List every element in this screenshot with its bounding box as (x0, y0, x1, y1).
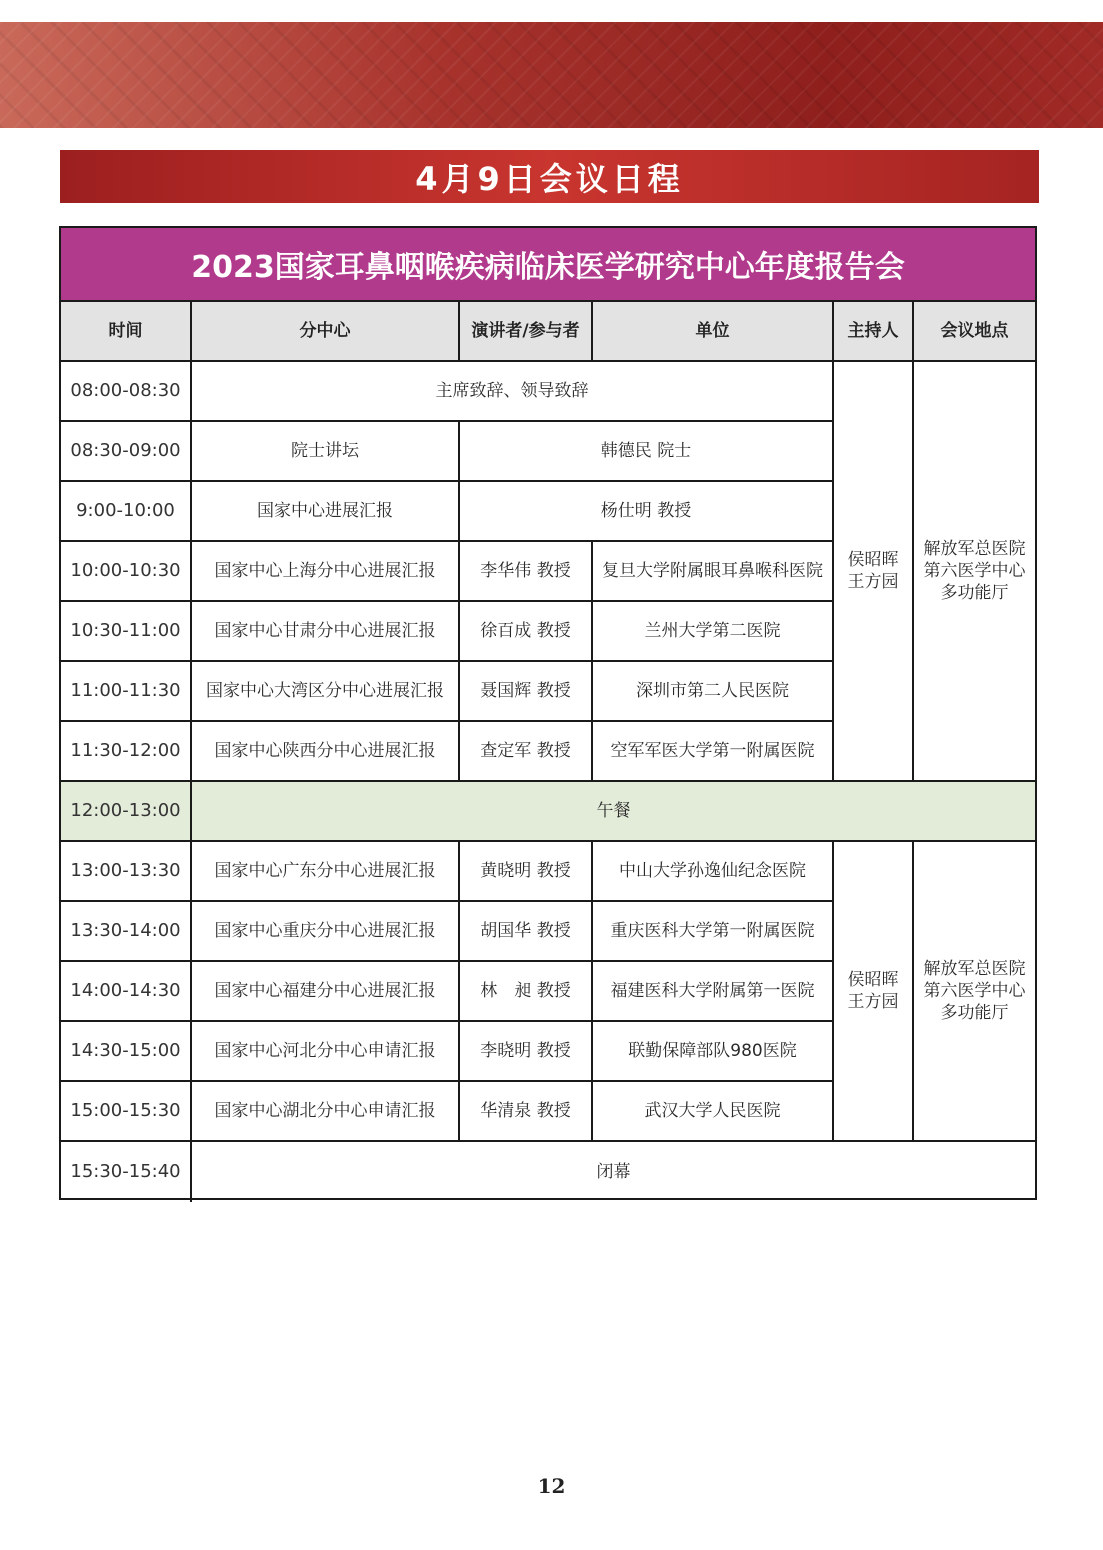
row-speaker: 查定军 教授 (460, 722, 593, 782)
row-unit: 深圳市第二人民医院 (593, 662, 834, 722)
venue-line: 多功能厅 (940, 1003, 1009, 1024)
row-speaker: 黄晓明 教授 (460, 842, 593, 902)
row-time: 08:30-09:00 (61, 422, 192, 482)
venue-line: 第六医学中心 (923, 980, 1026, 1001)
afternoon-host (834, 842, 914, 1142)
row-subcenter: 国家中心湖北分中心申请汇报 (192, 1082, 460, 1142)
afternoon-venue (914, 842, 1035, 1142)
venue-line: 第六医学中心 (923, 560, 1026, 581)
venue-line: 解放军总医院 (923, 538, 1026, 559)
row-time: 15:00-15:30 (61, 1082, 192, 1142)
morning-venue (914, 362, 1035, 782)
day-title: 4月9日会议日程 (60, 150, 1039, 203)
closing-time: 15:30-15:40 (61, 1142, 192, 1202)
venue-line: 多功能厅 (940, 583, 1009, 604)
row-time: 14:00-14:30 (61, 962, 192, 1022)
venue-line: 解放军总医院 (923, 958, 1026, 979)
row-time: 11:30-12:00 (61, 722, 192, 782)
row-unit: 联勤保障部队980医院 (593, 1022, 834, 1082)
row-unit: 复旦大学附属眼耳鼻喉科医院 (593, 542, 834, 602)
row-time: 10:00-10:30 (61, 542, 192, 602)
row-speaker: 李晓明 教授 (460, 1022, 593, 1082)
header-subcenter: 分中心 (192, 302, 460, 362)
header-unit: 单位 (593, 302, 834, 362)
morning-host (834, 362, 914, 782)
row-time: 10:30-11:00 (61, 602, 192, 662)
top-banner (0, 22, 1103, 128)
lunch-time: 12:00-13:00 (61, 782, 192, 842)
row-unit: 空军军医大学第一附属医院 (593, 722, 834, 782)
row-subcenter: 国家中心上海分中心进展汇报 (192, 542, 460, 602)
row-speaker: 徐百成 教授 (460, 602, 593, 662)
row-speaker: 华清泉 教授 (460, 1082, 593, 1142)
host-name: 王方园 (847, 572, 899, 592)
row-speaker: 李华伟 教授 (460, 542, 593, 602)
row-unit: 兰州大学第二医院 (593, 602, 834, 662)
conference-title: 2023国家耳鼻咽喉疾病临床医学研究中心年度报告会 (61, 228, 1035, 302)
row-time: 08:00-08:30 (61, 362, 192, 422)
row-speaker: 林 昶 教授 (460, 962, 593, 1022)
row-subcenter: 国家中心陕西分中心进展汇报 (192, 722, 460, 782)
row-subcenter: 国家中心福建分中心进展汇报 (192, 962, 460, 1022)
host-name: 侯昭晖 (847, 549, 899, 570)
lunch-label: 午餐 (192, 782, 1035, 842)
row-time: 11:00-11:30 (61, 662, 192, 722)
host-name: 王方园 (847, 992, 899, 1012)
closing-label: 闭幕 (596, 1161, 631, 1182)
header-speaker: 演讲者/参与者 (460, 302, 593, 362)
row-speaker: 胡国华 教授 (460, 902, 593, 962)
row-content: 主席致辞、领导致辞 (192, 362, 834, 422)
row-subcenter: 国家中心广东分中心进展汇报 (192, 842, 460, 902)
header-host: 主持人 (834, 302, 914, 362)
row-unit: 重庆医科大学第一附属医院 (593, 902, 834, 962)
row-unit: 福建医科大学附属第一医院 (593, 962, 834, 1022)
row-speaker: 杨仕明 教授 (460, 482, 834, 542)
row-time: 13:00-13:30 (61, 842, 192, 902)
row-unit: 武汉大学人民医院 (593, 1082, 834, 1142)
row-subcenter: 国家中心河北分中心申请汇报 (192, 1022, 460, 1082)
schedule-grid (61, 302, 1035, 1202)
header-venue: 会议地点 (914, 302, 1035, 362)
row-time: 14:30-15:00 (61, 1022, 192, 1082)
row-subcenter: 院士讲坛 (192, 422, 460, 482)
header-time: 时间 (61, 302, 192, 362)
row-subcenter: 国家中心进展汇报 (192, 482, 460, 542)
row-subcenter: 国家中心甘肃分中心进展汇报 (192, 602, 460, 662)
row-subcenter: 国家中心大湾区分中心进展汇报 (192, 662, 460, 722)
page-number: 12 (537, 1474, 566, 1498)
row-subcenter: 国家中心重庆分中心进展汇报 (192, 902, 460, 962)
host-name: 侯昭晖 (847, 969, 899, 990)
schedule-table (59, 226, 1037, 1200)
row-time: 13:30-14:00 (61, 902, 192, 962)
row-speaker: 聂国辉 教授 (460, 662, 593, 722)
row-unit: 中山大学孙逸仙纪念医院 (593, 842, 834, 902)
row-time: 9:00-10:00 (61, 482, 192, 542)
row-speaker: 韩德民 院士 (460, 422, 834, 482)
